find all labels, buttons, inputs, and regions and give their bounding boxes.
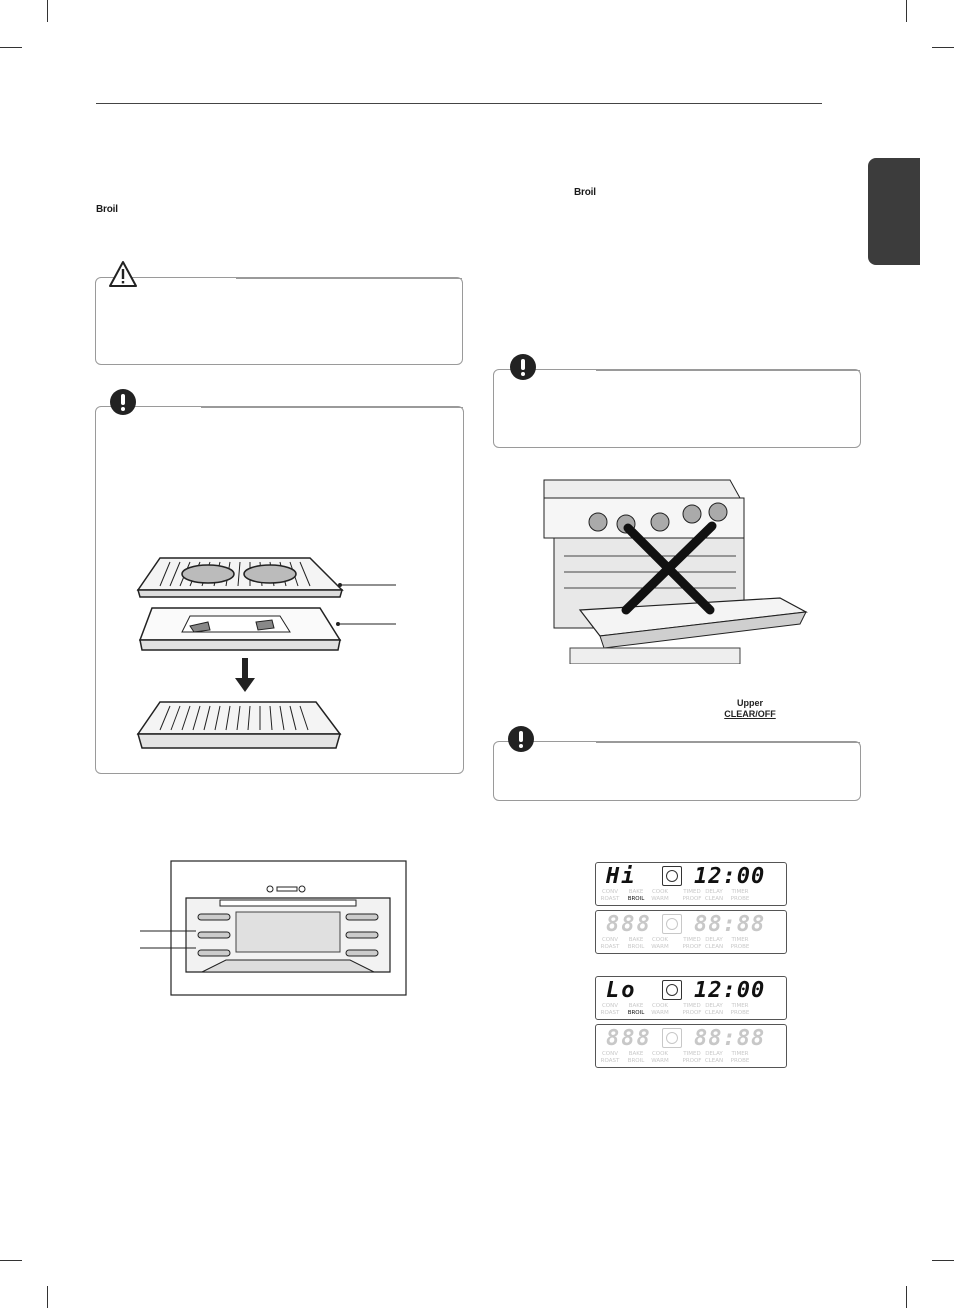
crop-mark [906, 1286, 907, 1308]
lcd-mode-label: DELAY CLEAN [704, 1051, 724, 1064]
lcd-mode-label: CONV ROAST [600, 1051, 620, 1064]
lcd-mode-label: DELAY CLEAN [704, 889, 724, 902]
broiler-grid [138, 558, 342, 597]
lcd-mode-label: CONV ROAST [600, 889, 620, 902]
exclamation-circle-icon [508, 726, 534, 752]
note-box [493, 741, 861, 801]
lcd-mode-readout: Lo [606, 978, 637, 1003]
exclamation-circle-icon [110, 389, 136, 415]
broiler-pan [140, 608, 340, 650]
lcd-mode-label: BAKE BROIL [627, 1003, 645, 1016]
lcd-mode-label: COOK WARM [651, 1051, 669, 1064]
lcd-mode-label: DELAY CLEAN [704, 1003, 724, 1016]
broil-key-label: Broil [96, 204, 118, 215]
lcd-mode-label: COOK WARM [651, 889, 669, 902]
lcd-mode-label: TIMER PROBE [730, 889, 750, 902]
broiler-pan-illustration [130, 550, 410, 760]
lcd-mode-label: CONV ROAST [600, 1003, 620, 1016]
lcd-mode-readout: Hi [606, 864, 637, 889]
lcd-clock-readout: 88:88 [694, 912, 766, 937]
lcd-mode-label: COOK WARM [651, 1003, 669, 1016]
crop-mark [47, 1286, 48, 1308]
lcd-mode-label: TIMED PROOF [682, 937, 702, 950]
lcd-mode-label: TIMED PROOF [682, 889, 702, 902]
crop-mark [0, 1260, 22, 1261]
convection-fan-icon [662, 980, 682, 1000]
lcd-mode-label: TIMED PROOF [682, 1051, 702, 1064]
lcd-mode-label: BAKE BROIL [627, 889, 645, 902]
broil-key-label: Broil [574, 187, 596, 198]
lcd-display-active [595, 976, 787, 1020]
lcd-display-inactive [595, 1024, 787, 1068]
lcd-mode-label: TIMER PROBE [730, 1051, 750, 1064]
lcd-mode-readout: 888 [606, 912, 652, 937]
lcd-mode-label: TIMER PROBE [730, 1003, 750, 1016]
crop-mark [906, 0, 907, 22]
header-rule [96, 103, 822, 104]
lcd-mode-label: BAKE BROIL [627, 1051, 645, 1064]
caution-box [95, 277, 463, 365]
lcd-mode-label: BAKE BROIL [627, 937, 645, 950]
convection-fan-icon [662, 914, 682, 934]
arrow-down-icon [235, 658, 255, 692]
lcd-mode-label: TIMED PROOF [682, 1003, 702, 1016]
upper-key-label: Upper [736, 698, 763, 708]
clear-off-key-label: CLEAR/OFF [724, 709, 776, 719]
range-open-door-illustration [540, 476, 808, 664]
lcd-clock-readout: 12:00 [694, 864, 766, 889]
lcd-mode-label: DELAY CLEAN [704, 937, 724, 950]
convection-fan-icon [662, 866, 682, 886]
lcd-mode-label: COOK WARM [651, 937, 669, 950]
crop-mark [932, 1260, 954, 1261]
crop-mark [0, 47, 22, 48]
lcd-mode-readout: 888 [606, 1026, 652, 1051]
lcd-display-active [595, 862, 787, 906]
oven-rack-positions-illustration [140, 860, 410, 1000]
lcd-clock-readout: 12:00 [694, 978, 766, 1003]
lcd-display-inactive [595, 910, 787, 954]
lcd-mode-label: TIMER PROBE [730, 937, 750, 950]
note-box [493, 369, 861, 448]
crop-mark [47, 0, 48, 22]
lcd-mode-label: CONV ROAST [600, 937, 620, 950]
lcd-clock-readout: 88:88 [694, 1026, 766, 1051]
section-tab [868, 158, 920, 265]
exclamation-circle-icon [510, 354, 536, 380]
crop-mark [932, 47, 954, 48]
warning-triangle-icon [108, 260, 138, 288]
convection-fan-icon [662, 1028, 682, 1048]
